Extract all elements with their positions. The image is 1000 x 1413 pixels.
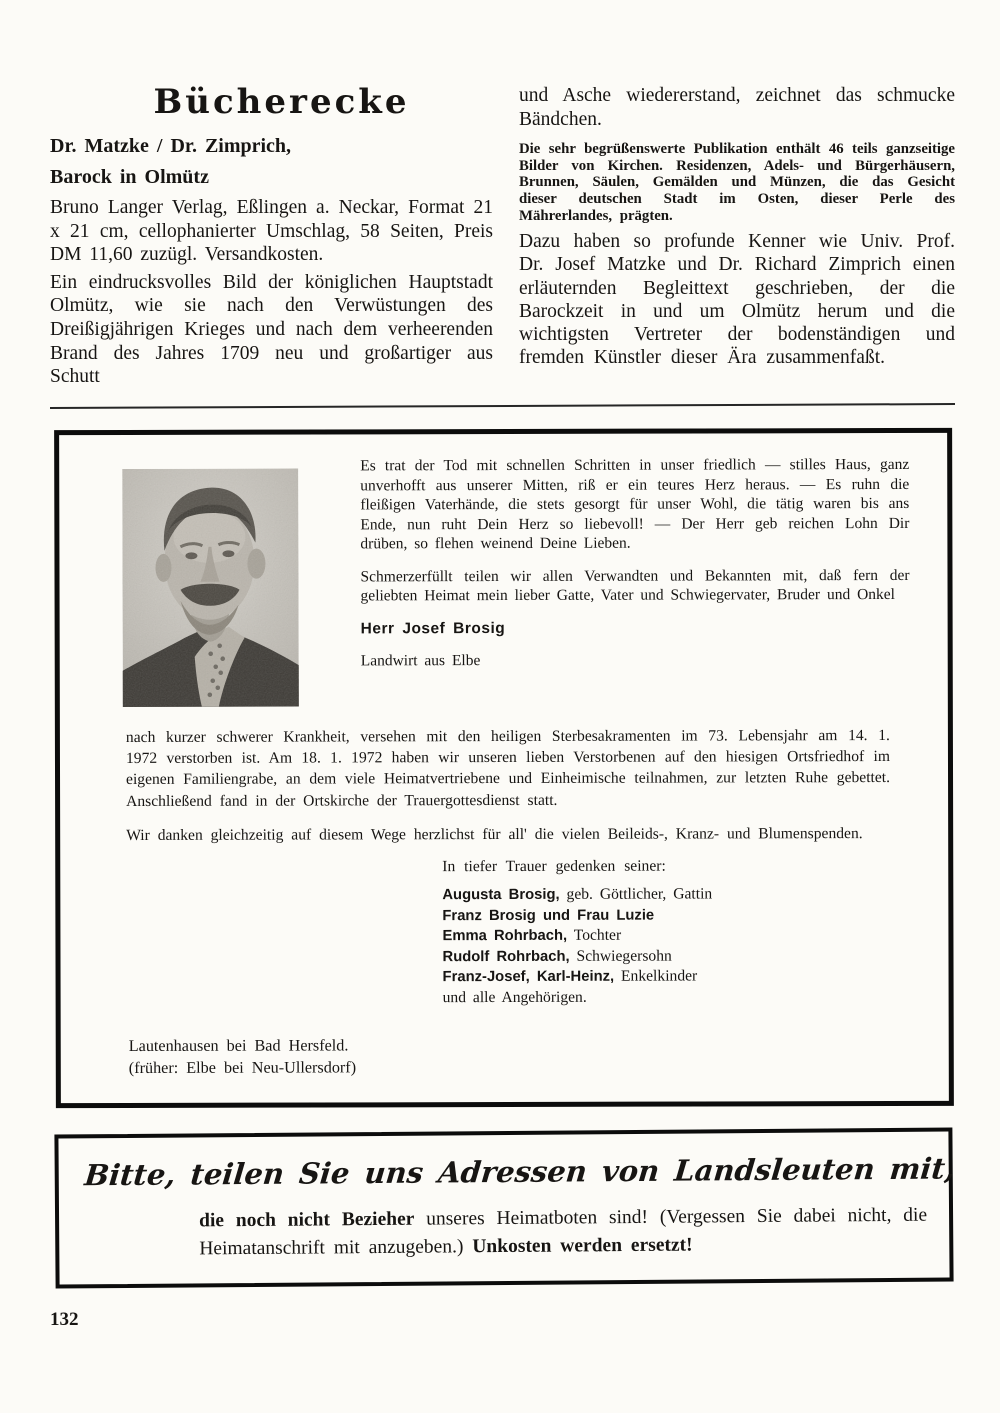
obituary-epitaph-paragraph: Es trat der Tod mit schnellen Schritten in unser friedlich — stilles Haus, ganz unverhofft aus unserer Mitten, riß er ein teures Herz heraus. — Es ruhn die fleißigen Vaterhände, die stets gesorgt für unser Wohl, die tätig waren bis ans Ende, nun ruht Dein Herz so liebevoll! — Der Herr geb reichen Lohn Dir drüben, so flehen weinend Deine Lieben. — [360, 455, 910, 553]
mourner-name: Emma Rohrbach, — [442, 927, 568, 945]
review-continuation-paragraph: und Asche wiedererstand, zeichnet das schmucke Bändchen. — [519, 85, 955, 130]
obituary-intro-column — [360, 455, 910, 706]
review-left-column — [50, 82, 493, 389]
obituary-thanks-paragraph: Wir danken gleichzeitig auf diesem Wege herzlichst für all' die vielen Beileids-, Kranz- und Blumenspenden. — [126, 824, 863, 844]
address-line: Lautenhausen bei Bad Hersfeld. — [128, 1035, 349, 1055]
review-text-paragraph: Ein eindrucksvolles Bild der königlichen Hauptstadt Olmütz, wie sie nach den Verwüstungen des Dreißigjährigen Krieges und nach dem verheerenden Brand des Jahres 1709 neu und großartiger aus Schutt — [50, 271, 493, 388]
section-divider-rule — [50, 403, 955, 409]
obituary-announcement-paragraph: Schmerzerfüllt teilen wir allen Verwandten und Bekannten mit, daß fern der geliebten Heimat mein lieber Gatte, Vater und Schwiegervater, Bruder und Onkel — [360, 566, 910, 605]
deceased-occupation: Landwirt aus Elbe — [360, 651, 481, 670]
mourner-relation: Tochter — [567, 926, 622, 944]
address-line: (früher: Elbe bei Neu-Ullersdorf) — [128, 1057, 357, 1077]
deceased-name: Herr Josef Brosig — [360, 619, 506, 637]
obituary-death-details-paragraph: nach kurzer schwerer Krankheit, versehen mit den heiligen Sterbesakramenten im 73. Lebensjahr am 14. 1. 1972 verstorben ist. Am 18. 1. 1972 haben wir unseren lieben Verstorbenen auf den hiesigen Ortsfriedhof im eigenen Familiengrabe, an dem viele Heimatvertriebene und Einheimische teilnahmen, zur letzten Ruhe gebettet. Anschließend fand in der Ortskirche der Trauergottesdienst statt. — [125, 726, 891, 810]
portrait-photo-graphic — [122, 468, 299, 706]
mourner-relation: geb. Göttlicher, Gattin — [559, 885, 713, 903]
review-publisher-paragraph: Bruno Langer Verlag, Eßlingen a. Neckar, Format 21 x 21 cm, cellophanierter Umschlag, 58 Seiten, Preis DM 11,60 zuzügl. Versandkosten. — [50, 197, 493, 266]
mourner-line — [442, 884, 908, 906]
obituary-box — [54, 428, 954, 1108]
review-book-title-heading: Barock in Olmütz — [50, 166, 209, 188]
page-number: 132 — [50, 1309, 79, 1331]
mourning-intro: In tiefer Trauer gedenken seiner: — [442, 857, 666, 875]
portrait-photo — [122, 468, 299, 706]
mourners-suffix: und alle Angehörigen. — [442, 988, 587, 1006]
mourner-name: Augusta Brosig, — [442, 886, 560, 903]
mourner-name: Rudolf Rohrbach, — [442, 948, 570, 965]
mourner-line — [442, 925, 908, 947]
obituary-main-text — [126, 725, 890, 846]
obituary-top-row — [59, 453, 948, 707]
section-title: Bücherecke — [153, 82, 410, 122]
mourner-line — [442, 945, 908, 967]
review-right-column — [519, 82, 955, 389]
notice-body-regular: unseres Heimatboten sind! (Vergessen Sie dabei nicht, die Heimatanschrift mit anzugeben.) — [199, 1205, 928, 1260]
mourner-relation: Enkelkinder — [614, 967, 698, 985]
mourner-name: Franz Brosig und Frau Luzie — [442, 906, 655, 924]
mourner-relation: Schwiegersohn — [569, 947, 672, 965]
buecherecke-section — [50, 82, 955, 389]
review-detail-paragraph: Die sehr begrüßenswerte Publikation enthält 46 teils ganzseitige Bilder von Kirchen. Residenzen, Adels- und Bürgerhäusern, Brunnen, Säulen, Gemälden und Münzen, die das Gesicht dieser deutschen Stadt im Osten, dieser Perle des Mährerlandes, prägten. — [519, 141, 955, 224]
notice-headline: Bitte, teilen Sie uns Adressen von Landsleuten mit, — [83, 1151, 957, 1193]
review-closing-paragraph: Dazu haben so profunde Kenner wie Univ. Prof. Dr. Josef Matzke und Dr. Richard Zimprich einen erläuternden Begleittext geschrieben, der die Barockzeit in und um Olmütz herum und die wichtigsten Vertreter der bodenständigen und fremden Künstler dieser Ära zusammenfaßt. — [519, 231, 955, 369]
mourner-line — [442, 904, 908, 926]
mourner-line — [443, 966, 909, 988]
mourner-name: Franz-Josef, Karl-Heinz, — [442, 968, 615, 986]
mourning-address — [129, 1032, 949, 1078]
review-authors-heading: Dr. Matzke / Dr. Zimprich, — [50, 135, 292, 157]
mourners-section — [442, 857, 908, 1008]
notice-body-bold-lead: die noch nicht Bezieher — [199, 1209, 415, 1232]
address-request-notice-box — [54, 1128, 957, 1289]
notice-body — [199, 1202, 927, 1264]
notice-body-bold-end: Unkosten werden ersetzt! — [472, 1234, 693, 1258]
